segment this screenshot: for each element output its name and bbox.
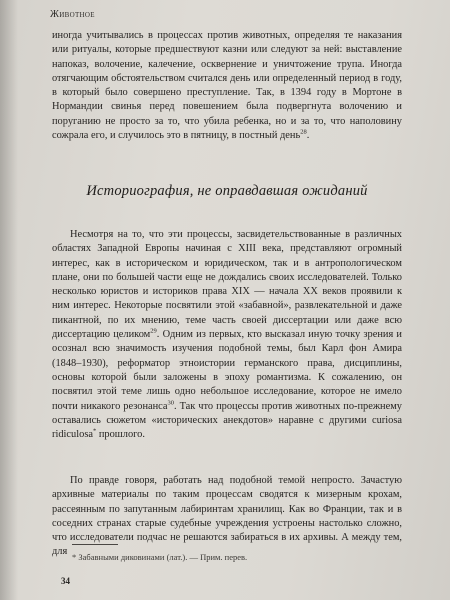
paragraph-main-end: . Так что процессы против животных по-прежнему оставались сюжетом «исторических анекдотов» наравне с другими curiosa ridiculosa — [52, 400, 402, 441]
paragraph-main-text — [52, 228, 402, 442]
footnote-rule — [72, 544, 118, 545]
footnote-ref-29: 29 — [150, 327, 157, 335]
paragraph-main-body: Несмотря на то, что эти процессы, засвидетельствованные в различных областях Западной Европы начиная с XIII века, представляют огромный интерес, как в историческом и юридическом, так и в антропологическом плане, они по большей части еще не дождались своих исследователей. Только несколько юристов и историков права XIX — начала XX веков проявили к ним интерес. Некоторые посвятили этой «забавной», развлекательной и даже пикантной, по их мнению, теме часть своей диссертации или даже всю диссертацию целиком — [52, 229, 402, 341]
paragraph-main — [52, 228, 402, 442]
section-heading: Историография, не оправдавшая ожиданий — [86, 183, 368, 199]
paragraph-main-middle: . Одним из первых, кто высказал иную точку зрения и осознал всю значимость изучения подобной темы, был Карл фон Амира (1848–1930), реформатор этноистории германского права, дисциплины, основы которой были заложены в эпоху романтизма. К сожалению, он посвятил этой теме лишь одно небольшое исследование, которое не имело почти никакого резонанса — [52, 329, 402, 412]
paragraph-main-tail: прошлого. — [96, 429, 145, 441]
footnote: * Забавными диковинами (лат.). — Прим. перев. — [72, 552, 248, 562]
footnote-ref-30: 30 — [167, 399, 175, 407]
page-gutter-shadow — [0, 0, 18, 600]
running-header: Животное — [50, 9, 95, 20]
footnote-ref-star: * — [92, 427, 97, 435]
paragraph-bottom-text: По правде говоря, работать над подобной темой непросто. Зачастую архивные материалы по таким процессам сводятся к мизерным крохам, рассеянным по запутанным лабиринтам хранилищ. Как во Франции, так и в соседних странах старые судебные учреждения устроены настолько сложно, что исследователи подчас не решаются забираться в их архивы. А между тем, для — [52, 475, 402, 558]
paragraph-top-body: иногда учитывались в процессах против животных, определяя те наказания или ритуалы, которые предшествуют казни или следуют за ней: выставление напоказ, волочение, калечение, осквернение и уничтожение трупа. Иногда отягчающим обстоятельством считался день или определенный период в году, в который было совершено преступление. Так, в 1394 году в Мортоне в Нормандии свинья перед повешением была подвергнута волочению и поруганию не просто за то, что убила ребенка, но и за то, что наполовину сожрала его, и случилось это в пятницу, в постный день — [52, 30, 402, 142]
footnote-ref-28: 28 — [300, 128, 307, 136]
paragraph-top-text: иногда учитывались в процессах против животных, определяя те наказания или ритуалы, которые предшествуют казни или следуют за ней: выставление напоказ, волочение, калечение, осквернение и уничтожение трупа. Иногда отягчающим обстоятельством считался день или определенный период в году, в который было совершено преступление. Так, в 1394 году в Мортоне в Нормандии свинья перед повешением была подвергнута волочению и поруганию не просто за то, что убила ребенка, но и за то, что наполовину сожрала его, и случилось это в пятницу, в постный день$^{28}$. — [52, 30, 402, 142]
paragraph-bottom — [52, 474, 402, 560]
page-number: 34 — [61, 576, 70, 586]
paragraph-top — [52, 29, 402, 143]
